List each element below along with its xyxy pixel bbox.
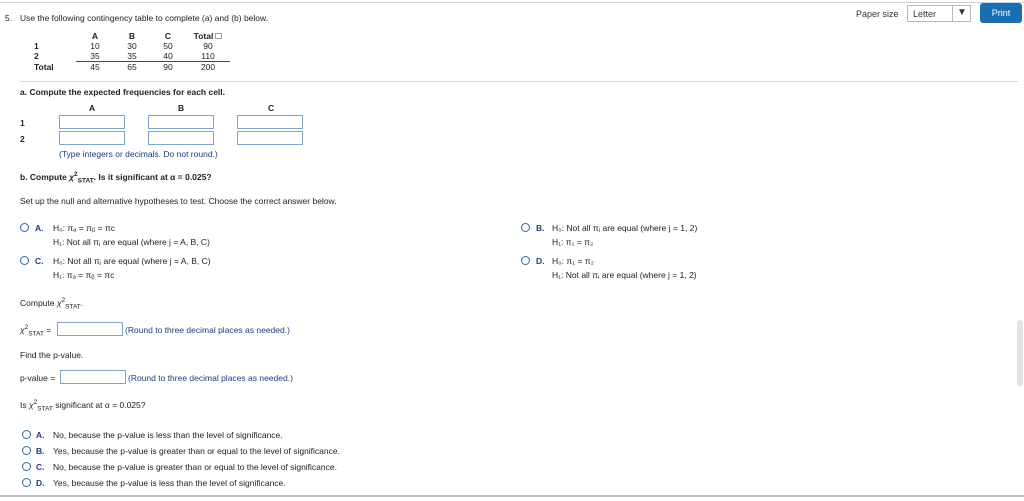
- table-row: [34, 51, 230, 62]
- select-separator: [952, 6, 953, 21]
- hypothesis-option-b-radio[interactable]: [521, 223, 530, 232]
- table-cell: 50: [163, 41, 173, 51]
- pvalue-input[interactable]: [60, 370, 126, 384]
- table-cell: 45: [90, 62, 100, 72]
- table-cell: 10: [90, 41, 100, 51]
- pvalue-label: p-value =: [20, 373, 56, 383]
- part-a-prompt: a. Compute the expected frequencies for each cell.: [20, 87, 226, 97]
- hypothesis-option-c-radio[interactable]: [20, 256, 29, 265]
- option-letter: D.: [536, 256, 545, 266]
- hypothesis-option-a-radio[interactable]: [20, 223, 29, 232]
- stat-input-label: $\chi^2_{STAT}$ =: [20, 324, 52, 338]
- part-a-hint: (Type integers or decimals. Do not round.): [59, 149, 218, 159]
- hypothesis-option-c-h0: H₀: Not all πⱼ are equal (where j = A, B, C): [53, 256, 211, 266]
- part-a-row-label: 1: [20, 118, 25, 128]
- significance-option-d-text: Yes, because the p-value is less than the level of significance.: [53, 478, 286, 488]
- hypothesis-option-b-h0: H₀: Not all πⱼ are equal (where j = 1, 2): [552, 223, 698, 233]
- section-divider: [20, 81, 1018, 82]
- option-letter: B.: [536, 223, 545, 233]
- table-cell: 30: [127, 41, 137, 51]
- top-border: [0, 2, 1024, 3]
- part-a-col-header: B: [178, 103, 185, 113]
- stat-hint: (Round to three decimal places as needed.): [125, 325, 290, 335]
- hypothesis-option-b-h1: H₁: π₁ = π₂: [552, 237, 594, 247]
- expected-freq-1c-input[interactable]: [237, 115, 303, 129]
- scrollbar-thumb[interactable]: [1017, 320, 1023, 386]
- hypothesis-option-d-radio[interactable]: [521, 256, 530, 265]
- find-pvalue-label: Find the p-value.: [20, 350, 84, 360]
- significance-option-b-text: Yes, because the p-value is greater than or equal to the level of significance.: [53, 446, 340, 456]
- part-a-col-header: C: [268, 103, 275, 113]
- print-button[interactable]: Print: [980, 3, 1022, 23]
- table-cell: 90: [203, 41, 213, 51]
- hypothesis-option-d-h1: H₁: Not all πⱼ are equal (where j = 1, 2): [552, 270, 697, 280]
- table-row: [34, 62, 230, 73]
- significance-option-a-radio[interactable]: [22, 430, 31, 439]
- significance-option-c-radio[interactable]: [22, 462, 31, 471]
- hypothesis-prompt: Set up the null and alternative hypotheses to test. Choose the correct answer below.: [20, 196, 337, 206]
- row-label: 1: [34, 41, 39, 51]
- significance-option-a-text: No, because the p-value is less than the level of significance.: [53, 430, 283, 440]
- hypothesis-option-a-h1: H₁: Not all πⱼ are equal (where j = A, B, C): [53, 237, 210, 247]
- table-cell: 110: [186, 51, 230, 62]
- table-cell: 90: [163, 62, 173, 72]
- paper-size-value: Letter: [913, 9, 937, 19]
- paper-size-label: Paper size: [856, 9, 899, 19]
- option-letter: A.: [35, 223, 44, 233]
- compute-stat-label: Compute $\chi^2_{STAT}$.: [20, 297, 84, 311]
- bottom-border: [0, 495, 1024, 497]
- part-b-prompt: b. Compute $\chi^2_{STAT}$. Is it significant at α = 0.025?: [20, 171, 212, 185]
- expected-freq-2b-input[interactable]: [148, 131, 214, 145]
- caret-down-icon: ▼: [957, 7, 967, 18]
- table-row: [34, 41, 230, 51]
- col-header-c: C: [164, 31, 172, 41]
- question-prompt: Use the following contingency table to complete (a) and (b) below.: [20, 13, 269, 23]
- table-cell: 65: [127, 62, 137, 72]
- option-letter: B.: [36, 446, 45, 456]
- hypothesis-option-c-h1: H₁: πₐ = πᵦ = πᴄ: [53, 270, 115, 280]
- expected-freq-1b-input[interactable]: [148, 115, 214, 129]
- table-cell: 40: [150, 51, 186, 62]
- pvalue-hint: (Round to three decimal places as needed.): [128, 373, 293, 383]
- option-letter: C.: [36, 462, 45, 472]
- expected-freq-2c-input[interactable]: [237, 131, 303, 145]
- hypothesis-option-a-h0: H₀: πₐ = πᵦ = πᴄ: [53, 223, 116, 233]
- significance-question: Is $\chi^2_{STAT}$ significant at α = 0.025?: [20, 399, 146, 413]
- part-a-col-header: A: [89, 103, 96, 113]
- table-cell: 200: [200, 62, 216, 72]
- option-letter: C.: [35, 256, 44, 266]
- expected-freq-2a-input[interactable]: [59, 131, 125, 145]
- part-a-row-label: 2: [20, 134, 25, 144]
- row-label: Total: [34, 61, 54, 72]
- paper-size-select[interactable]: [907, 5, 971, 22]
- table-cell: 35: [76, 51, 114, 62]
- option-letter: A.: [36, 430, 45, 440]
- contingency-table: [34, 31, 230, 72]
- significance-option-c-text: No, because the p-value is greater than or equal to the level of significance.: [53, 462, 337, 472]
- option-letter: D.: [36, 478, 45, 488]
- col-header-total: Total: [186, 31, 230, 41]
- table-cell: 35: [114, 51, 150, 62]
- expected-freq-1a-input[interactable]: [59, 115, 125, 129]
- significance-option-b-radio[interactable]: [22, 446, 31, 455]
- significance-option-d-radio[interactable]: [22, 478, 31, 487]
- table-corner: [34, 31, 76, 41]
- question-number: 5.: [5, 13, 13, 23]
- chi-square-stat-input[interactable]: [57, 322, 123, 336]
- hypothesis-option-d-h0: H₀: π₁ = π₂: [552, 256, 594, 266]
- col-header-b: B: [128, 31, 136, 41]
- row-label: 2: [34, 51, 39, 62]
- col-header-a: A: [91, 31, 99, 41]
- copy-table-icon[interactable]: [215, 33, 222, 39]
